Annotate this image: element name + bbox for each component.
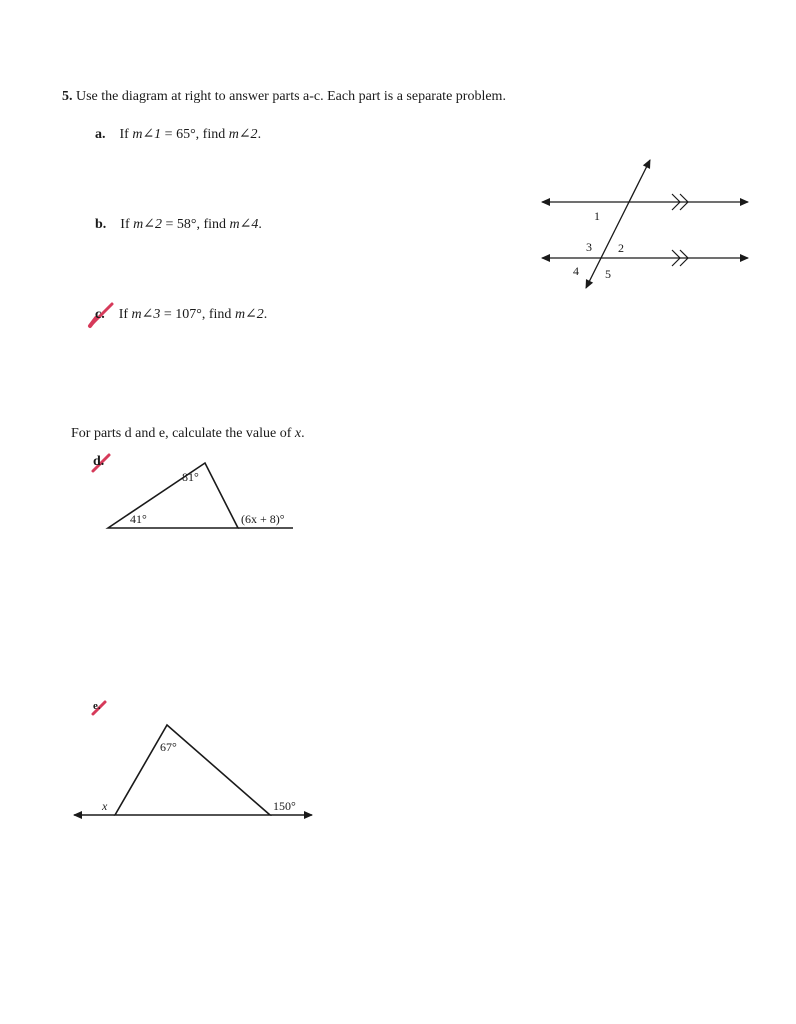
part-b-eq: = 58°, find bbox=[161, 217, 230, 232]
problem-prompt: Use the diagram at right to answer parts a-c. Each part is a separate problem. bbox=[76, 89, 506, 104]
part-a bbox=[95, 126, 261, 143]
triangle-d-exterior-angle: (6x + 8)° bbox=[241, 512, 285, 526]
section2-intro bbox=[71, 426, 305, 442]
angle-label-5: 5 bbox=[605, 267, 611, 281]
part-c bbox=[95, 306, 267, 323]
part-a-eq: = 65°, find bbox=[161, 127, 229, 142]
part-b-given-angle: m∠2 bbox=[133, 217, 162, 232]
part-c-end: . bbox=[263, 307, 268, 322]
part-c-eq: = 107°, find bbox=[160, 307, 235, 322]
triangle-d bbox=[100, 455, 320, 545]
problem-number: 5. bbox=[62, 89, 73, 104]
part-b-label: b. bbox=[95, 217, 107, 232]
triangle-e bbox=[70, 720, 320, 830]
part-e-label: e. bbox=[93, 700, 101, 712]
part-b-end: . bbox=[258, 217, 262, 232]
section2-intro-end: . bbox=[301, 426, 305, 441]
part-a-end: . bbox=[257, 127, 262, 142]
part-c-text-pre: If bbox=[118, 307, 132, 322]
part-a-label: a. bbox=[95, 127, 106, 142]
section2-intro-text: For parts d and e, calculate the value of bbox=[71, 426, 295, 441]
triangle-e-left-exterior: x bbox=[102, 799, 108, 813]
part-c-label: c. bbox=[95, 307, 105, 322]
problem-header bbox=[62, 89, 506, 105]
section2-intro-var: x bbox=[294, 426, 302, 441]
angle-label-2: 2 bbox=[618, 241, 624, 255]
part-d-label: d. bbox=[93, 454, 105, 469]
triangle-e-right-exterior: 150° bbox=[273, 799, 296, 813]
part-b bbox=[95, 216, 262, 233]
part-a-given-angle: m∠1 bbox=[132, 127, 162, 142]
parallel-lines-diagram bbox=[530, 150, 760, 300]
part-a-text-pre: If bbox=[119, 127, 133, 142]
angle-label-3: 3 bbox=[586, 240, 592, 254]
part-a-find-angle: m∠2 bbox=[228, 127, 258, 142]
triangle-e-top-angle: 67° bbox=[160, 740, 177, 754]
part-c-given-angle: m∠3 bbox=[131, 307, 161, 322]
part-b-text-pre: If bbox=[120, 217, 134, 232]
angle-label-4: 4 bbox=[573, 264, 579, 278]
triangle-d-left-angle: 41° bbox=[130, 512, 147, 526]
triangle-d-top-angle: 81° bbox=[182, 470, 199, 484]
part-b-find-angle: m∠4 bbox=[229, 217, 259, 232]
part-c-find-angle: m∠2 bbox=[234, 307, 264, 322]
angle-label-1: 1 bbox=[594, 209, 600, 223]
